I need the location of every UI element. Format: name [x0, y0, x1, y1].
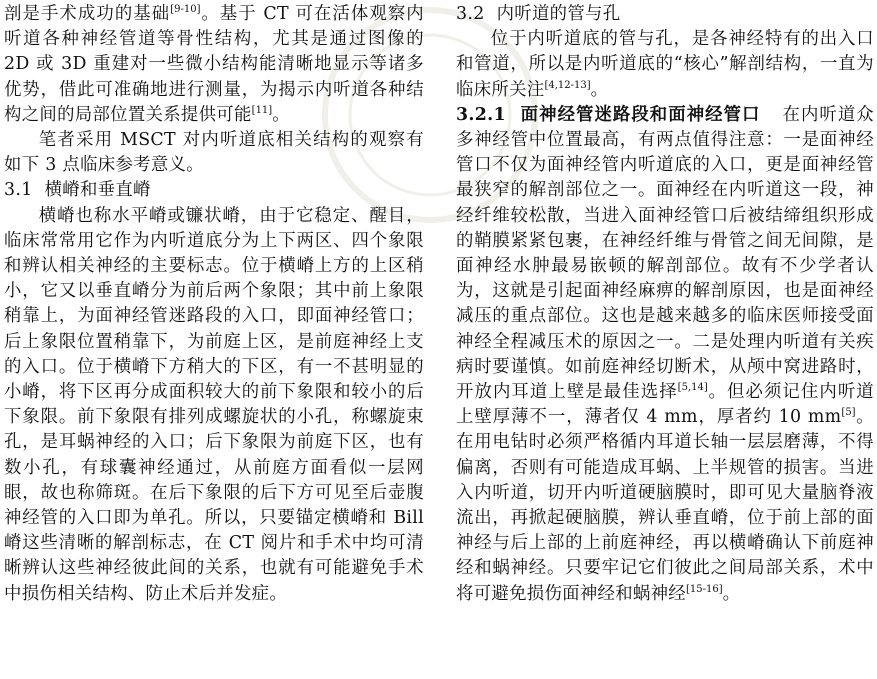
paragraph-significance: 笔者采用 MSCT 对内听道底相关结构的观察有如下 3 点临床参考意义。 [4, 130, 424, 176]
section-heading-3-1: 3.1 横嵴和垂直嵴 [4, 180, 151, 201]
paragraph-transverse-crest: 横嵴也称水平嵴或镰状嵴，由于它稳定、醒目，临床常常用它作为内听道底分为上下两区、四个象限和辨认相关神经的主要标志。位于横嵴上方的上区稍小，它又以垂直嵴分为前后两个象限；其中前上象限稍靠上，为面神经管迷路段的入口，即面神经管口；后上象限位置稍靠下，为前庭上区，是前庭神经上支的入口。位于横嵴下方稍大的下区，有一不甚明显的小嵴，将下区再分成面积较大的前下象限和较小的后下象限。前下象限有排列成螺旋状的小孔，称螺旋束孔，是耳蜗神经的入口；后下象限为前庭下区，也有数小孔，有球囊神经通过，从前庭方面看似一层网眼，故也称筛斑。在后下象限的后下方可见至后壶腹神经管的入口即为单孔。所以，只要锚定横嵴和 Bill 嵴这些清晰的解剖标志，在 CT 阅片和手术中均可清晰辨认这些神经彼此间的关系，也就有可能避免手术中损伤相关结构、防止术后并发症。 [4, 205, 424, 604]
citation: [9-10] [170, 4, 201, 16]
citation: [4,12-13] [544, 79, 591, 91]
section-heading-3-2-1: 3.2.1 面神经管迷路段和面神经管口 [456, 104, 761, 125]
right-column [456, 2, 874, 607]
paragraph-facial-canal: 3.2.1 面神经管迷路段和面神经管口 在内听道众多神经管中位置最高，有两点值得注意：一是面神经管口不仅为面神经管内听道底的入口，更是面神经管最狭窄的解剖部位之一。面神经在内听道这一段，神经纤维较松散，当进入面神经管口后被结缔组织形成的鞘膜紧紧包裹，在神经纤维与骨管之间无间隙，是面神经水肿最易嵌顿的解剖部位。故有不少学者认为，这就是引起面神经麻痹的解剖原因，也是面神经减压的重点部位。这也是越来越多的临床医师接受面神经全程减压术的原因之一。二是处理内听道有关疾病时要谨慎。如前庭神经切断术，从颅中窝进路时，开放内耳道上壁是最佳选择[5,14]。但必须记住内听道上壁厚薄不一，薄者仅 4 mm，厚者约 10 mm[5]。在用电钻时必须严格循内耳道长轴一层层磨薄，不得偏离，否则有可能造成耳蜗、上半规管的损害。当进入内听道，切开内听道硬脑膜时，即可见大量脑脊液流出，再掀起硬脑膜，辨认垂直嵴，位于前上部的面神经与后上部的上前庭神经，再以横嵴确认下前庭神经和蜗神经。只要牢记它们彼此之间局部关系，术中将可避免损伤面神经和蜗神经[15-16]。 [456, 104, 874, 604]
left-column [4, 2, 424, 607]
paragraph-intro-continued: 剖是手术成功的基础[9-10]。基于 CT 可在活体观察内听道各种神经管道等骨性结构，尤其是通过图像的 2D 或 3D 重建对一些微小结构能清晰地显示等诸多优势，借此可准确地进行测量，为揭示内听道各种结构之间的局部位置关系提供可能[11]。 [4, 4, 424, 125]
citation: [11] [251, 105, 273, 117]
paragraph-canals-foramina: 位于内听道底的管与孔，是各神经特有的出入口和管道，所以是内听道底的“核心”解剖结构，一直为临床所关注[4,12-13]。 [456, 29, 874, 100]
section-heading-3-2: 3.2 内听道的管与孔 [456, 4, 621, 24]
citation: [15-16] [685, 583, 723, 595]
citation: [5,14] [677, 382, 708, 394]
citation: [5] [841, 407, 856, 419]
